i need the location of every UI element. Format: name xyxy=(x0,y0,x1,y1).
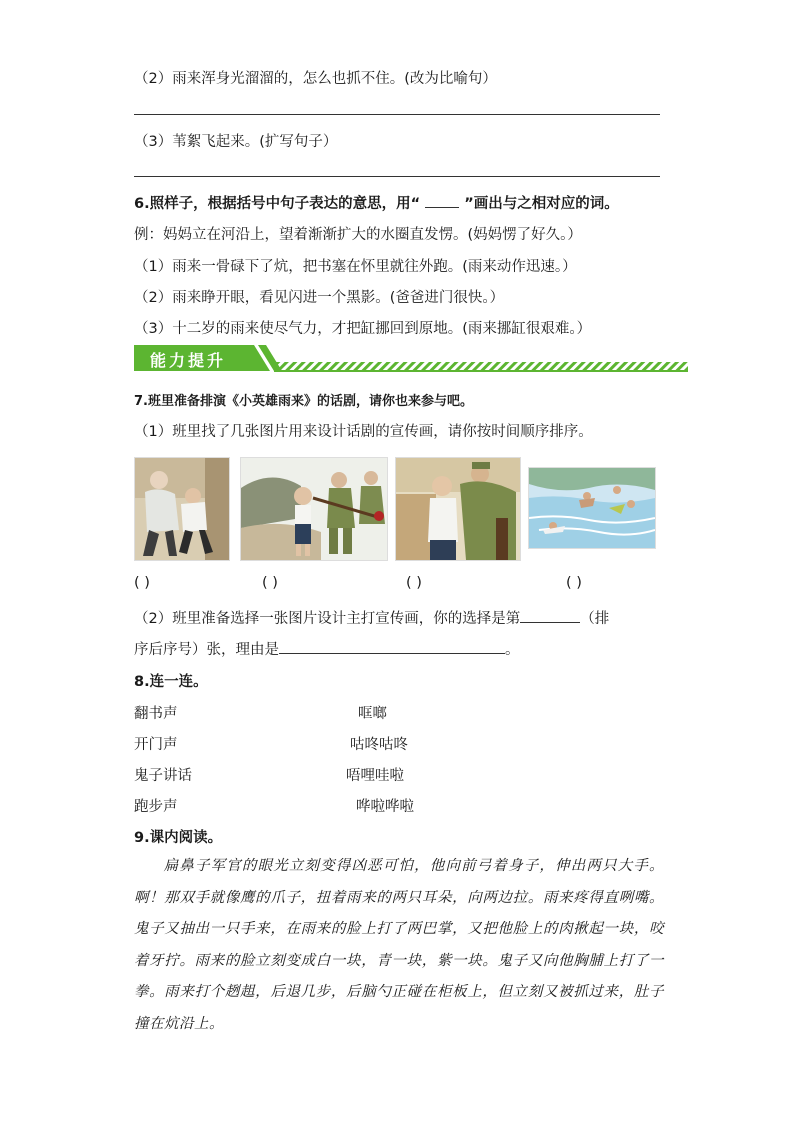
picture-2-soldiers xyxy=(240,457,388,561)
q8-left-4[interactable]: 跑步声 xyxy=(134,799,178,815)
q8-left-1[interactable]: 翻书声 xyxy=(134,706,178,722)
q8-right-3[interactable]: 唔哩哇啦 xyxy=(346,768,404,784)
q7-part1: （1）班里找了几张图片用来设计话剧的宣传画，请你按时间顺序排序。 xyxy=(134,424,593,440)
q6-example: 例：妈妈立在河沿上，望着渐渐扩大的水圈直发愣。(妈妈愣了好久。） xyxy=(134,227,582,243)
picture-4-illustration xyxy=(529,468,655,548)
q9-passage xyxy=(134,851,664,1040)
q6-item3[interactable]: （3）十二岁的雨来使尽气力，才把缸挪回到原地。(雨来挪缸很艰难。） xyxy=(134,321,592,337)
q7-part2-line2 xyxy=(134,638,520,659)
q8-right-1[interactable]: 哐啷 xyxy=(358,706,387,722)
q8-right-4[interactable]: 哗啦哗啦 xyxy=(356,799,414,815)
q7-part2-text-d: 。 xyxy=(505,642,520,658)
picture-1-order-blank[interactable]: ( ) xyxy=(134,575,150,591)
q8-title: 8.连一连。 xyxy=(134,674,208,690)
section-banner-label: 能力提升 xyxy=(150,351,227,370)
picture-2-illustration xyxy=(241,458,387,560)
q7-part2-line1 xyxy=(134,607,609,628)
q9-title: 9.课内阅读。 xyxy=(134,830,223,846)
q5-item3-answer-line[interactable] xyxy=(134,176,660,177)
picture-3-illustration xyxy=(396,458,520,560)
picture-3-order-blank[interactable]: ( ) xyxy=(406,575,422,591)
q6-title-blank xyxy=(425,193,459,208)
q5-item3: （3）苇絮飞起来。(扩写句子） xyxy=(134,134,338,150)
q7-choice-blank[interactable] xyxy=(520,608,580,623)
q5-item2-answer-line[interactable] xyxy=(134,114,660,115)
q7-part2-text-a: （2）班里准备选择一张图片设计主打宣传画，你的选择是第 xyxy=(134,611,521,627)
picture-3-interrogation xyxy=(395,457,521,561)
picture-1-struggle xyxy=(134,457,230,561)
picture-1-illustration xyxy=(135,458,229,560)
q8-left-2[interactable]: 开门声 xyxy=(134,737,178,753)
q9-passage-text: 扁鼻子军官的眼光立刻变得凶恶可怕，他向前弓着身子，伸出两只大手。啊！那双手就像鹰的爪子，扭着雨来的两只耳朵，向两边拉。雨来疼得直咧嘴。鬼子又抽出一只手来，在雨来的脸上打了两巴掌，又把他脸上的肉揪起一块，咬着牙拧。雨来的脸立刻变成白一块，青一块，紫一块。鬼子又向他胸脯上打了一拳。雨来打个趔趄，后退几步，后脑勺正碰在柜板上，但立刻又被抓过来，肚子撞在炕沿上。 xyxy=(134,858,664,1032)
q6-title xyxy=(134,192,619,213)
q7-part2-text-b: （排 xyxy=(580,611,610,627)
q7-part2-text-c: 序后序号）张，理由是 xyxy=(134,642,279,658)
q8-left-3[interactable]: 鬼子讲话 xyxy=(134,768,192,784)
q6-title-end: ”画出与之相对应的词。 xyxy=(464,196,619,212)
picture-2-order-blank[interactable]: ( ) xyxy=(262,575,278,591)
q6-item2[interactable]: （2）雨来睁开眼，看见闪进一个黑影。(爸爸进门很快。） xyxy=(134,290,505,306)
q5-item2: （2）雨来浑身光溜溜的，怎么也抓不住。(改为比喻句） xyxy=(134,71,497,87)
q7-title: 7.班里准备排演《小英雄雨来》的话剧，请你也来参与吧。 xyxy=(134,394,473,409)
picture-4-swimming xyxy=(528,467,656,549)
q6-item1[interactable]: （1）雨来一骨碌下了炕，把书塞在怀里就往外跑。(雨来动作迅速。） xyxy=(134,259,577,275)
section-banner xyxy=(134,343,688,373)
q6-title-start: 6.照样子，根据括号中句子表达的意思，用“ xyxy=(134,196,421,212)
q8-right-2[interactable]: 咕咚咕咚 xyxy=(350,737,408,753)
q7-reason-blank[interactable] xyxy=(279,639,505,654)
picture-4-order-blank[interactable]: ( ) xyxy=(566,575,582,591)
